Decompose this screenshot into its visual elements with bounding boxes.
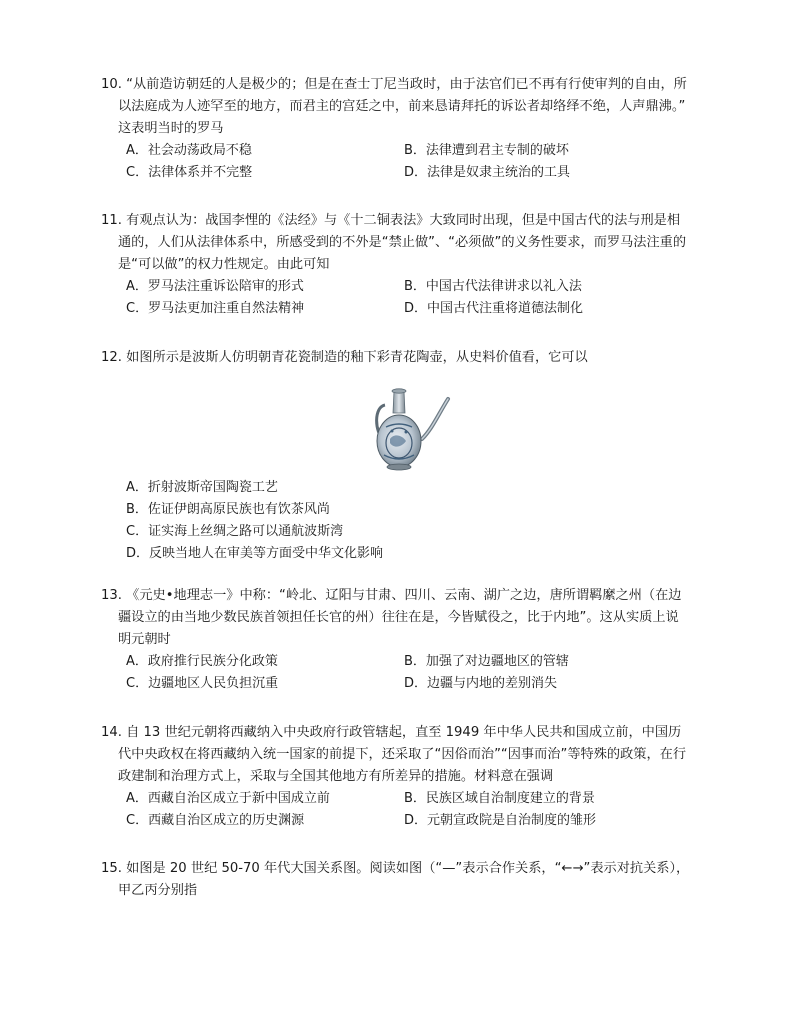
options-grid: [126, 651, 701, 695]
option-c[interactable]: C．罗马法更加注重自然法精神: [126, 301, 305, 316]
stem-line: 是“可以做”的权力性规定。由此可知: [118, 257, 330, 272]
question-14: [101, 722, 701, 832]
options-grid: [126, 276, 701, 320]
stem-line: 这表明当时的罗马: [118, 121, 224, 136]
stem-line: 10. “从前造访朝廷的人是极少的；但是在查士丁尼当政时，由于法官们已不再有行使审判的自由，所: [101, 77, 687, 92]
option-b[interactable]: B．加强了对边疆地区的管辖: [404, 654, 569, 669]
option-a[interactable]: A．政府推行民族分化政策: [126, 654, 278, 669]
question-15: [101, 858, 701, 902]
question-stem: [101, 722, 701, 788]
option-c[interactable]: C．法律体系并不完整: [126, 165, 253, 180]
stem-line: 11. 有观点认为：战国李悝的《法经》与《十二铜表法》大致同时出现，但是中国古代的法与刑是相: [101, 213, 681, 228]
option-d[interactable]: D．中国古代注重将道德法制化: [404, 301, 584, 316]
stem-line: 代中央政权在将西藏纳入统一国家的前提下，还采取了“因俗而治”“因事而治”等特殊的政策，在行: [118, 747, 687, 762]
option-a[interactable]: A．折射波斯帝国陶瓷工艺: [126, 480, 278, 495]
ewer-image: [372, 383, 454, 473]
stem-line: 14. 自 13 世纪元朝将西藏纳入中央政府行政管辖起，直至 1949 年中华人民共和国成立前，中国历: [101, 725, 682, 740]
question-stem: [101, 347, 701, 369]
question-stem: [101, 74, 701, 140]
options-grid: [126, 788, 701, 832]
option-c[interactable]: C．证实海上丝绸之路可以通航波斯湾: [126, 524, 344, 539]
option-a[interactable]: A．罗马法注重诉讼陪审的形式: [126, 279, 304, 294]
option-b[interactable]: B．中国古代法律讲求以礼入法: [404, 279, 582, 294]
option-b[interactable]: B．佐证伊朗高原民族也有饮茶风尚: [126, 502, 330, 517]
stem-line: 甲乙丙分别指: [118, 883, 198, 898]
stem-line: 明元朝时: [118, 632, 171, 647]
option-b[interactable]: B．民族区域自治制度建立的背景: [404, 791, 595, 806]
question-13: [101, 585, 701, 695]
question-10: [101, 74, 701, 184]
question-11: [101, 210, 701, 320]
stem-line: 13. 《元史•地理志一》中称：“岭北、辽阳与甘肃、四川、云南、湖广之边，唐所谓羁縻之州（在边: [101, 588, 682, 603]
option-d[interactable]: D．法律是奴隶主统治的工具: [404, 165, 571, 180]
stem-line: 通的，人们从法律体系中，所感受到的不外是“禁止做”、“必须做”的义务性要求，而罗马法注重的: [118, 235, 687, 250]
question-stem: [101, 858, 701, 902]
option-c[interactable]: C．西藏自治区成立的历史渊源: [126, 813, 305, 828]
stem-line: 12. 如图所示是波斯人仿明朝青花瓷制造的釉下彩青花陶壶，从史料价值看，它可以: [101, 350, 588, 365]
options-list: [126, 477, 701, 565]
option-d[interactable]: D．元朝宣政院是自治制度的雏形: [404, 813, 597, 828]
options-grid: [126, 140, 701, 184]
stem-line: 政建制和治理方式上，采取与全国其他地方有所差异的措施。材料意在强调: [118, 769, 554, 784]
option-d[interactable]: D．边疆与内地的差别消失: [404, 676, 558, 691]
option-d[interactable]: D．反映当地人在审美等方面受中华文化影响: [126, 546, 384, 561]
option-c[interactable]: C．边疆地区人民负担沉重: [126, 676, 279, 691]
stem-line: 15. 如图是 20 世纪 50-70 年代大国关系图。阅读如图（“—”表示合作关系，“←→”表示对抗关系），: [101, 861, 690, 876]
stem-line: 以法庭成为人迹罕至的地方，而君主的宫廷之中，前来恳请拜托的诉讼者却络绎不绝，人声鼎沸。”: [118, 99, 686, 114]
stem-line: 疆设立的由当地少数民族首领担任长官的州）往往在是，今皆赋役之，比于内地”。这从实质上说: [118, 610, 679, 625]
option-b[interactable]: B．法律遭到君主专制的破坏: [404, 143, 569, 158]
option-a[interactable]: A．西藏自治区成立于新中国成立前: [126, 791, 330, 806]
question-stem: [101, 210, 701, 276]
question-stem: [101, 585, 701, 651]
option-a[interactable]: A．社会动荡政局不稳: [126, 143, 252, 158]
